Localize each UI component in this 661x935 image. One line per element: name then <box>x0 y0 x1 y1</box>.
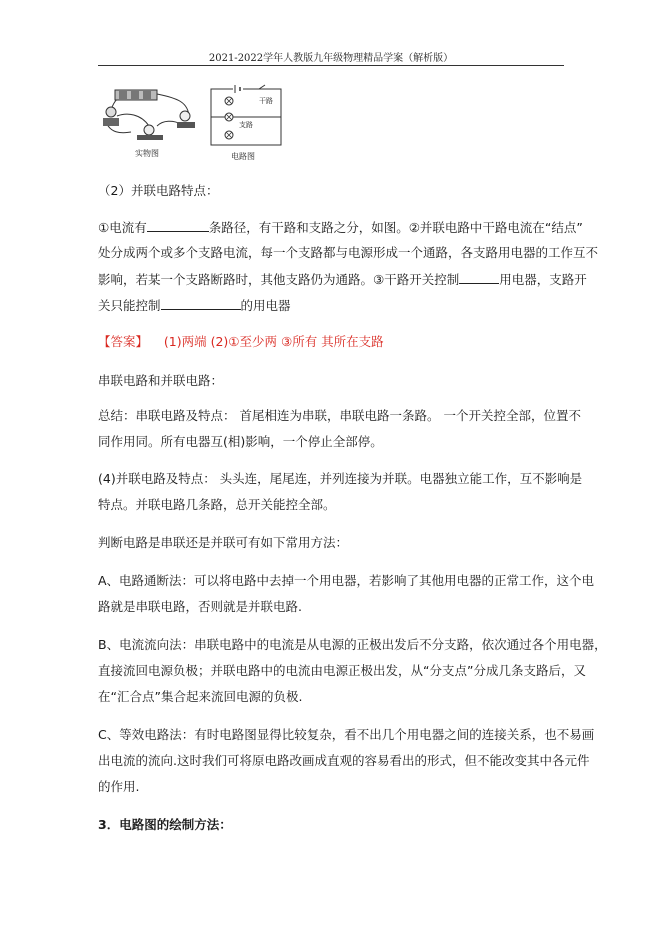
photo-caption <box>135 148 159 158</box>
main-path-label: 干路 <box>259 97 273 105</box>
parallel-paragraph-line2: 处分成两个或多个支路电流，每一个支路都与电源形成一个通路，各支路用电器的工作互不 <box>98 245 599 260</box>
method-c-line2: 出电流的流向.这时我们可将原电路改画成直观的容易看出的形式，但不能改变其中各元件 <box>98 753 590 768</box>
schematic-caption: 电路图 <box>231 152 255 161</box>
answer-label: 【答案】 <box>98 334 149 349</box>
schematic-circuit-figure <box>207 83 285 163</box>
parallel-summary-line1: (4)并联电路及特点： 头头连，尾尾连，并列连接为并联。电器独立能工作，互不影响是 <box>98 471 583 486</box>
answer-line <box>98 333 384 351</box>
parallel-paragraph-line1 <box>98 218 583 237</box>
parallel-heading: （2）并联电路特点： <box>98 183 219 198</box>
paragraph-text: 用电器，支路开 <box>499 272 587 287</box>
answer-text: (1)两端 (2)①至少两 ③所有 其所在支路 <box>163 334 384 349</box>
page-header: 2021-2022学年人教版九年级物理精品学案（解析版） <box>208 53 454 64</box>
method-b-line1: B、电流流向法：串联电路中的电流是从电源的正极出发后不分支路，依次通过各个用电器， <box>98 637 607 652</box>
section-3-heading: 3．电路图的绘制方法： <box>98 817 232 832</box>
parallel-summary-line2: 特点。并联电路几条路，总开关能控全部。 <box>98 497 336 512</box>
paragraph-text: 条路径，有干路和支路之分，如图。②并联电路中干路电流在“结点” <box>208 220 583 235</box>
paragraph-text: 的用电器 <box>240 298 291 313</box>
header-divider <box>98 65 564 66</box>
photo-caption-text: 实物图 <box>135 149 159 158</box>
series-summary-line2: 同作用同。所有电器互(相)影响，一个停止全部停。 <box>98 434 383 449</box>
method-c-line3: 的作用. <box>98 779 140 794</box>
method-c-line1: C、等效电路法：有时电路图显得比较复杂，看不出几个用电器之间的连接关系，也不易画 <box>98 727 595 742</box>
blank-branch-switch <box>161 296 241 310</box>
methods-intro: 判断电路是串联还是并联可有如下常用方法： <box>98 535 349 550</box>
parallel-paragraph-line3 <box>98 270 587 289</box>
series-summary-line1: 总结：串联电路及特点： 首尾相连为串联，串联电路一条路。 一个开关控全部，位置不 <box>98 408 581 423</box>
parallel-paragraph-line4 <box>98 296 291 315</box>
method-b-line3: 在“汇合点”集合起来流回电源的负极. <box>98 689 303 704</box>
paragraph-text: 关只能控制 <box>98 298 161 313</box>
method-a-line2: 路就是串联电路，否则就是并联电路. <box>98 599 302 614</box>
blank-main-switch <box>459 270 499 284</box>
real-circuit-figure <box>97 80 202 162</box>
method-b-line2: 直接流回电源负极；并联电路中的电流由电源正极出发，从“分支点”分成几条支路后，又 <box>98 663 586 678</box>
method-a-line1: A、电路通断法：可以将电路中去掉一个用电器，若影响了其他用电器的正常工作，这个电 <box>98 573 595 588</box>
branch-path-label: 支路 <box>239 121 253 129</box>
paragraph-text: 影响，若某一个支路断路时，其他支路仍为通路。③干路开关控制 <box>98 272 460 287</box>
summary-title: 串联电路和并联电路： <box>98 373 224 388</box>
paragraph-text: ①电流有 <box>98 220 147 235</box>
blank-path-count <box>147 218 209 232</box>
